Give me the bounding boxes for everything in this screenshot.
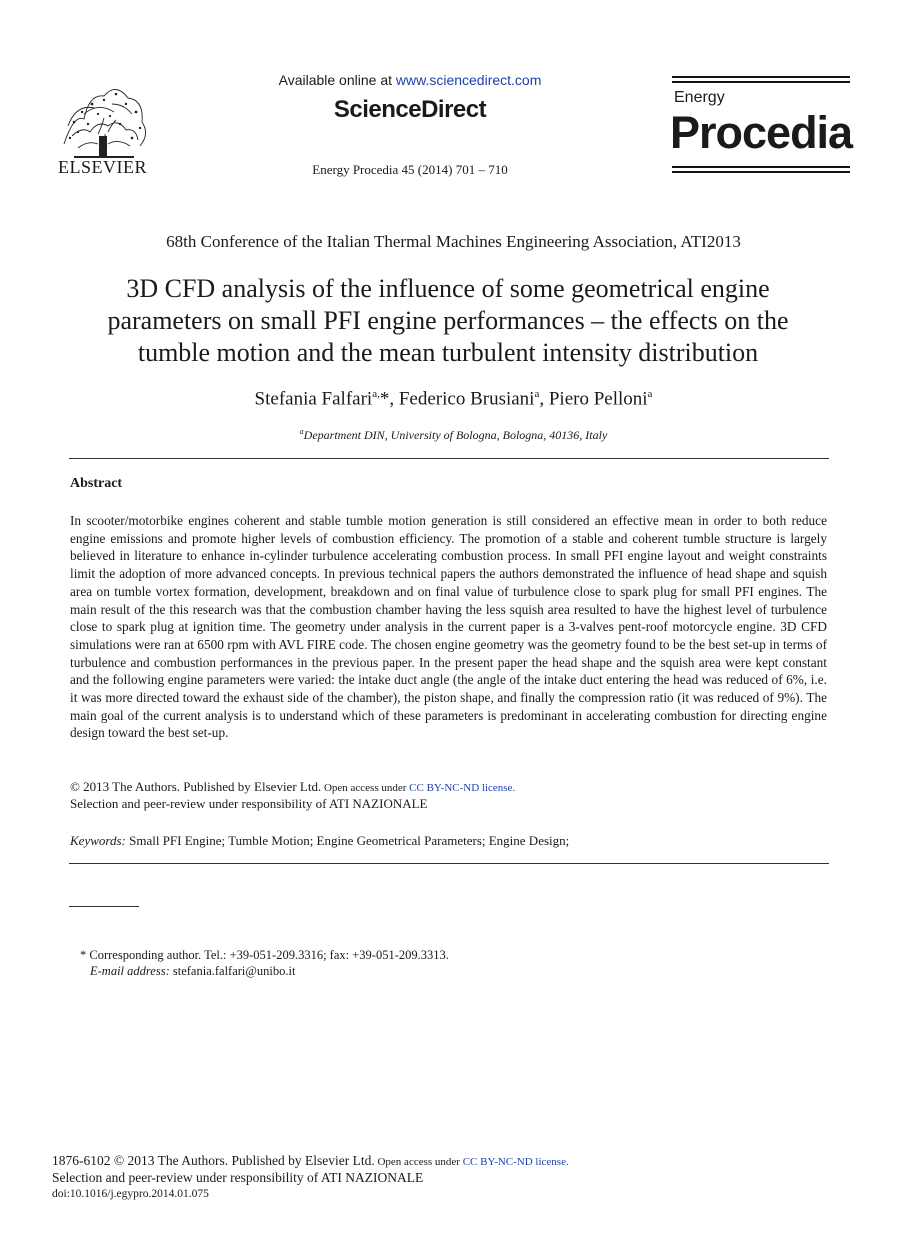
email-address[interactable]: stefania.falfari@unibo.it [169, 964, 296, 978]
author-affil-mark: a [647, 388, 653, 400]
affiliation [0, 427, 907, 443]
title-line: 3D CFD analysis of the influence of some geometrical engine [126, 274, 770, 303]
keywords [70, 833, 569, 849]
author-affil-mark: a, [372, 388, 380, 400]
footer-doi[interactable]: doi:10.1016/j.egypro.2014.01.075 [52, 1188, 209, 1200]
author-affil-mark: a [534, 388, 540, 400]
author-list [0, 388, 907, 410]
footer-open-access: Open access under [374, 1156, 463, 1168]
email-line [90, 964, 295, 979]
section-rule [69, 863, 829, 864]
title-line: parameters on small PFI engine performances – the effects on the [107, 306, 789, 335]
author-name: Federico Brusiani [398, 388, 535, 410]
journal-logo-rule [672, 76, 850, 78]
journal-citation: Energy Procedia 45 (2014) 701 – 710 [312, 162, 508, 177]
available-prefix: Available online at [278, 72, 396, 88]
keywords-text: Small PFI Engine; Tumble Motion; Engine Geometrical Parameters; Engine Design; [125, 833, 570, 848]
sciencedirect-title: ScienceDirect [333, 96, 487, 123]
author-separator: *, [379, 388, 399, 410]
open-access-text: Open access under [321, 782, 410, 794]
copyright-text: © 2013 The Authors. Published by Elsevier Ltd. [70, 779, 322, 794]
keywords-label: Keywords: [70, 833, 126, 848]
corresponding-author: * Corresponding author. Tel.: +39-051-209.3316; fax: +39-051-209.3313. [80, 948, 449, 962]
affiliation-text: Department DIN, University of Bologna, Bologna, 40136, Italy [303, 428, 608, 442]
footer-license-link[interactable]: CC BY-NC-ND license. [462, 1156, 569, 1168]
footer-issn [52, 1153, 569, 1169]
journal-logo-rule [672, 81, 850, 83]
abstract-heading: Abstract [70, 476, 123, 491]
author-name: Stefania Falfari [254, 388, 373, 410]
available-online [0, 72, 820, 88]
title-line: tumble motion and the mean turbulent intensity distribution [137, 338, 759, 367]
journal-logo-rule [672, 171, 850, 173]
license-link[interactable]: CC BY-NC-ND license. [409, 782, 516, 794]
conference-name: 68th Conference of the Italian Thermal Machines Engineering Association, ATI2013 [166, 232, 741, 251]
journal-logo-energy: Energy [674, 89, 725, 106]
affiliation-mark: a [299, 427, 304, 436]
paper-title [60, 273, 836, 369]
journal-logo-procedia: Procedia [670, 107, 853, 158]
copyright-line [70, 779, 515, 795]
author-separator: , [539, 388, 549, 410]
author-name: Piero Pelloni [548, 388, 648, 410]
journal-logo-rule [672, 166, 850, 168]
abstract-body: In scooter/motorbike engines coherent and stable tumble motion generation is still considered an effective mean in order to both reduce engine emissions and promote higher levels of combustion efficiency. The promotion of a stable and coherent tumble structure is largely believed in literature to enhance in-cylinder turbulence accelerating combustion process. In small PFI engine layout and weight constraints limit the adoption of more advanced concepts. In previous technical papers the authors demonstrated the influence of head shape and squish area on tumble vortex formation, development, breakdown and on final value of turbulence close to spark plug for small PFI engines. The main result of the this research was that the combustion chamber having the less squish area resulted to have the highest level of turbulence close to spark plug at ignition time. The geometry under analysis in the current paper is a 3-valves pent-roof motorcycle engine. 3D CFD simulations were ran at 6500 rpm with AVL FIRE code. The chosen engine geometry was the geometry found to be the best set-up in terms of turbulence and combustion performances in the previous paper. In the present paper the head shape and the squish area were kept constant and the following engine parameters were varied: the intake duct angle (the angle of the intake duct entering the head was reduced of 6%, i.e. it was more directed toward the exhaust side of the chamber), the piston shape, and finally the compression ratio (it was reduced of 9%). The main goal of the current analysis is to understand which of these parameters is predominant in accelerating combustion for directing engine design toward the best set-up. [70, 513, 827, 741]
email-label: E-mail address: [90, 964, 170, 978]
footer-selection: Selection and peer-review under responsibility of ATI NAZIONALE [52, 1170, 424, 1185]
peer-review-line: Selection and peer-review under responsibility of ATI NAZIONALE [70, 796, 428, 811]
section-rule [69, 458, 829, 459]
sciencedirect-link[interactable]: www.sciencedirect.com [395, 72, 542, 88]
footnote-rule [69, 906, 139, 907]
footer-issn-text: 1876-6102 © 2013 The Authors. Published by Elsevier Ltd. [52, 1153, 375, 1168]
elsevier-wordmark: ELSEVIER [58, 157, 147, 177]
